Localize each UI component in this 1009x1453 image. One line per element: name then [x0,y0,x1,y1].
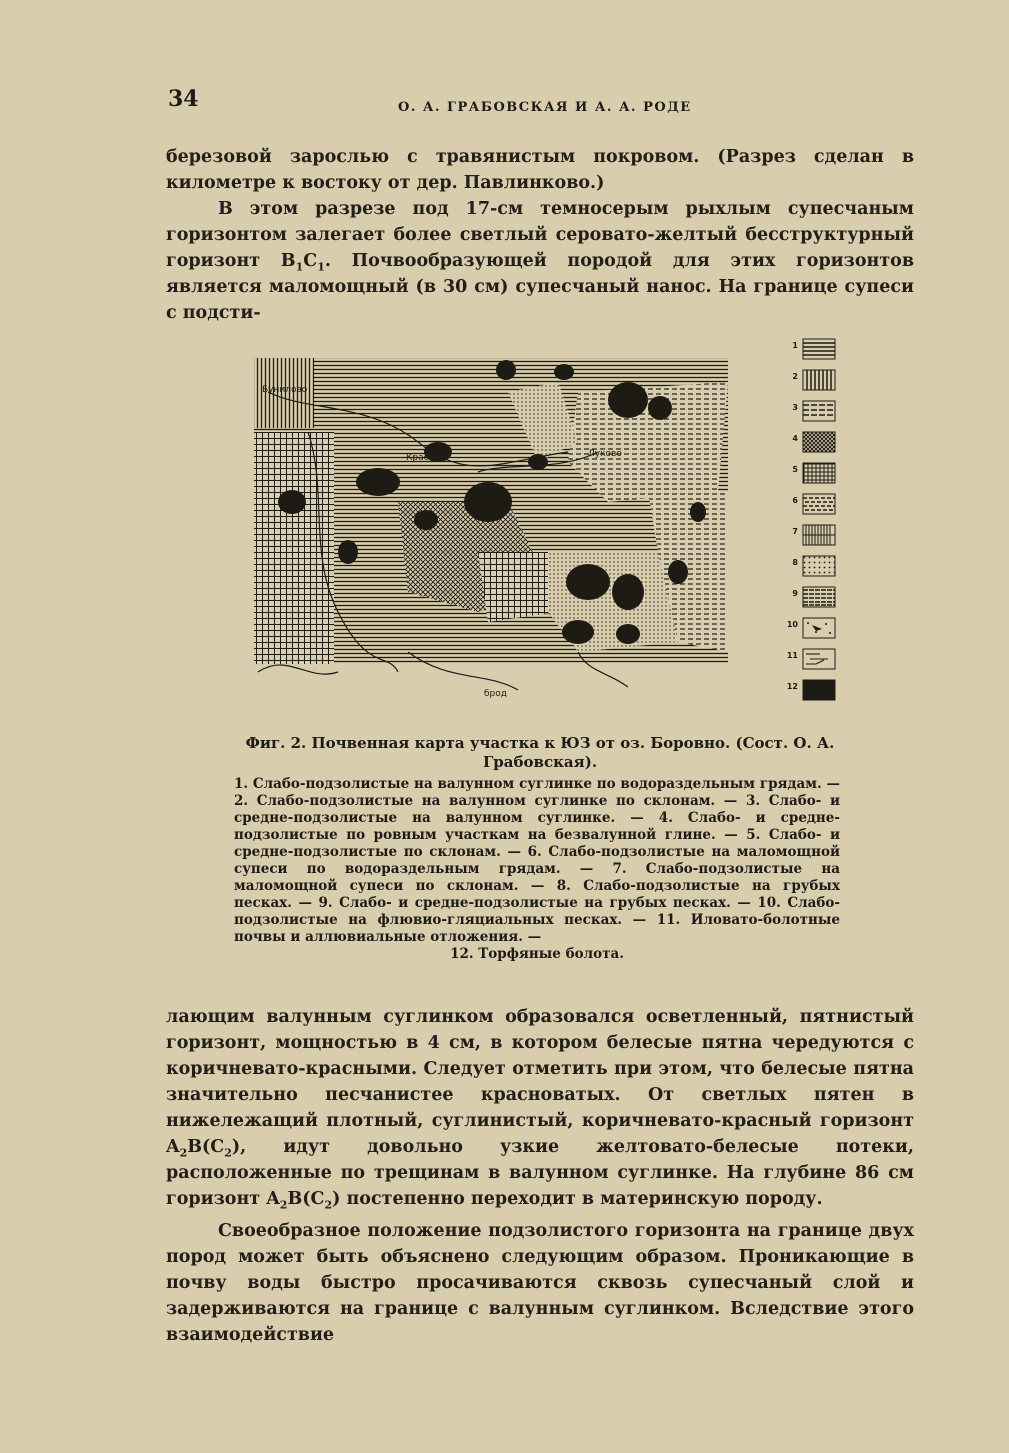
paragraph-3-subscript-2: 2 [224,1146,232,1160]
paragraph-3-subscript-4: 2 [324,1198,333,1212]
dots-dashes-swatch [802,617,836,639]
paragraph-3-text-b: B(C [187,1137,225,1157]
legend-item-12 [784,679,844,703]
paragraph-3-text-c: ), идут довольно узкие желтовато-белесые потеки, расположенные по трещинам в валунном суглинке. На глубине 86 см горизонт A [166,1137,914,1209]
paragraph-2-text-a: В этом разрезе под 17-см темносерым рыхлым супесчаным горизонтом залегает более светлый серовато-желтый бесструктурный горизонт B [166,199,914,271]
horizontal-lines-swatch [802,338,836,360]
paragraph-3-text-a: лающим валунным суглинком образовался осветленный, пятнистый горизонт, мощностью в 4 см, в котором белесые пятна чередуются с коричневато-красными. Следует отметить при этом, что белесые пятна значительно песчанистее красноватых. От светлых пятен в нижележащий плотный, суглинистый, коричневато-красный горизонт A [166,1007,914,1157]
dots-swatch [802,555,836,577]
map-label-brod: брод [484,689,507,699]
figure-caption-title: Фиг. 2. Почвенная карта участка к ЮЗ от оз. Боровно. (Сост. О. А. Грабовская). [245,734,835,771]
legend-number: 6 [792,496,798,505]
crosshatch-swatch [802,431,836,453]
grid-swatch [802,462,836,484]
legend-number: 4 [792,434,798,443]
paragraph-3 [166,1004,914,1212]
paragraph-2-subscript-1: 1 [295,260,304,274]
legend-number: 2 [792,372,798,381]
figure-caption-legend-text: 1. Слабо-подзолистые на валунном суглинке по водораздельным грядам. — 2. Слабо-подзолистые на валунном суглинке по склонам. — 3. Слабо- и средне-подзолистые на валунном суглинке. — 4. Слабо- и средне-подзолистые по ровным участкам на безвалунной глине. — 5. Слабо- и средне-подзолистые по склонам. — 6. Слабо-подзолистые на маломощной супеси по водораздельным грядам. — 7. Слабо-подзолистые на маломощной супеси по склонам. — 8. Слабо-подзолистые на грубых песках. — 9. Слабо- и средне-подзолистые на грубых песках. — 10. Слабо-подзолистые на флювио-гляциальных песках. — 11. Иловато-болотные почвы и аллювиальные отложения. — [234,776,840,945]
figure-caption-body [234,776,840,963]
legend-item-1 [784,338,844,362]
paragraph-1: березовой зарослью с травянистым покровом. (Разрез сделан в километре к востоку от дер. Павлинково.) [166,147,914,193]
paragraph-3-subscript-3: 2 [279,1198,288,1212]
running-head: О. А. ГРАБОВСКАЯ И А. А. РОДЕ [398,100,692,115]
legend-item-8 [784,555,844,579]
dashed-lines-swatch [802,400,836,422]
legend-number: 3 [792,403,798,412]
legend-item-4 [784,431,844,455]
marsh-symbol-swatch [802,648,836,670]
paragraph-3-text-e: ) постепенно переходит в материнскую породу. [332,1189,823,1209]
legend-item-9 [784,586,844,610]
vertical-lines-swatch [802,369,836,391]
paragraph-2-text-c: . Почвообразующей породой для этих горизонтов является маломощный (в 30 см) супесчаный нанос. На границе супеси с подсти- [166,251,914,323]
solid-black-swatch [802,679,836,701]
short-dashes-swatch [802,493,836,515]
page-number: 34 [168,86,199,112]
map-label-krasukha: Красуха [406,453,445,463]
paragraph-3-subscript-1: 2 [179,1146,188,1160]
legend-item-11 [784,648,844,672]
paragraph-2-text-b: C [303,251,318,271]
legend-number: 9 [792,589,798,598]
legend-number: 10 [786,620,798,629]
legend-number: 5 [792,465,798,474]
legend-item-6 [784,493,844,517]
paragraph-4: Своеобразное положение подзолистого горизонта на границе двух пород может быть объяснено следующим образом. Проникающие в почву воды быстро просачиваются сквозь супесчаный слой и задерживаются на границе с валунным суглинком. Вследствие этого взаимодействие [166,1221,914,1345]
legend-item-5 [784,462,844,486]
legend-number: 8 [792,558,798,567]
legend-item-7 [784,524,844,548]
dense-dashes-swatch [802,586,836,608]
map-label-lukovo: Луково [588,449,622,459]
soil-map [248,352,738,702]
map-label-bunilovo: Бунилово [262,385,308,395]
legend-item-3 [784,400,844,424]
legend-number: 12 [786,682,798,691]
legend-number: 1 [792,341,798,350]
paragraph-2-subscript-2: 1 [317,260,325,274]
paragraph-2 [166,196,914,326]
vertical-lines-fine-swatch [802,524,836,546]
figure-caption-last-line: 12. Торфяные болота. [450,946,624,962]
paragraph-3-text-d: B(C [287,1189,325,1209]
legend-item-2 [784,369,844,393]
legend-number: 11 [786,651,798,660]
legend-number: 7 [792,527,798,536]
legend-item-10 [784,617,844,641]
